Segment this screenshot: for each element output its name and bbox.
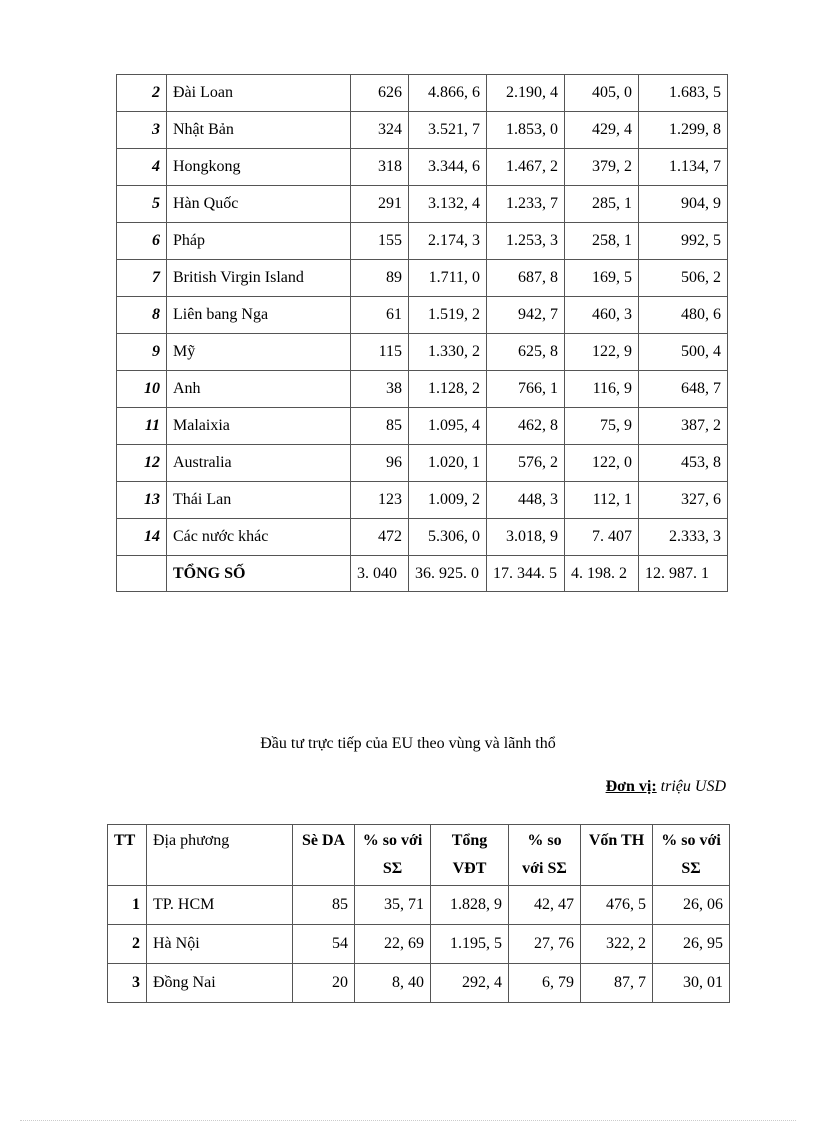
table-row: 5 Hàn Quốc 291 3.132, 4 1.233, 7 285, 1 904, 9 <box>117 186 728 223</box>
table-row: 3 Nhật Bản 324 3.521, 7 1.853, 0 429, 4 1.299, 8 <box>117 112 728 149</box>
table-row: 11 Malaixia 85 1.095, 4 462, 8 75, 9 387, 2 <box>117 408 728 445</box>
table-row: 1 TP. HCM 85 35, 71 1.828, 9 42, 47 476, 5 26, 06 <box>108 886 730 925</box>
table-row: 4 Hongkong 318 3.344, 6 1.467, 2 379, 2 1.134, 7 <box>117 149 728 186</box>
total-label: TỔNG SỐ <box>167 556 351 592</box>
table-row: 7 British Virgin Island 89 1.711, 0 687, 8 169, 5 506, 2 <box>117 260 728 297</box>
unit-value: triệu USD <box>656 778 726 795</box>
table2-title: Đầu tư trực tiếp của EU theo vùng và lãnh thổ <box>260 735 556 752</box>
unit-note <box>606 778 726 796</box>
col-header: % so với SΣ <box>509 825 581 886</box>
col-header: % so với SΣ <box>355 825 431 886</box>
col-header: TT <box>108 825 147 886</box>
table-row: 2 Hà Nội 54 22, 69 1.195, 5 27, 76 322, 2 26, 95 <box>108 925 730 964</box>
table-row: 8 Liên bang Nga 61 1.519, 2 942, 7 460, 3 480, 6 <box>117 297 728 334</box>
table-row: 10 Anh 38 1.128, 2 766, 1 116, 9 648, 7 <box>117 371 728 408</box>
unit-label: Đơn vị: <box>605 778 657 795</box>
table-row: 6 Pháp 155 2.174, 3 1.253, 3 258, 1 992, 5 <box>117 223 728 260</box>
col-header: Sè DA <box>293 825 355 886</box>
table-row: 13 Thái Lan 123 1.009, 2 448, 3 112, 1 327, 6 <box>117 482 728 519</box>
table-header-row <box>108 825 730 886</box>
col-header: % so với SΣ <box>653 825 730 886</box>
table-row: 12 Australia 96 1.020, 1 576, 2 122, 0 453, 8 <box>117 445 728 482</box>
table-row: 3 Đồng Nai 20 8, 40 292, 4 6, 79 87, 7 30, 01 <box>108 964 730 1003</box>
table-row: 2 Đài Loan 626 4.866, 6 2.190, 4 405, 0 1.683, 5 <box>117 75 728 112</box>
col-header: Địa phương <box>147 825 293 886</box>
col-header: Tổng VĐT <box>431 825 509 886</box>
col-header: Vốn TH <box>581 825 653 886</box>
page-bottom-divider <box>20 1120 796 1121</box>
table-row: 14 Các nước khác 472 5.306, 0 3.018, 9 7. 407 2.333, 3 <box>117 519 728 556</box>
table-row: 9 Mỹ 115 1.330, 2 625, 8 122, 9 500, 4 <box>117 334 728 371</box>
eu-investment-by-region-table <box>107 824 730 1003</box>
total-row: TỔNG SỐ 3. 040 36. 925. 0 17. 344. 5 4. 198. 2 12. 987. 1 <box>117 556 728 592</box>
investment-by-country-table <box>116 74 728 592</box>
